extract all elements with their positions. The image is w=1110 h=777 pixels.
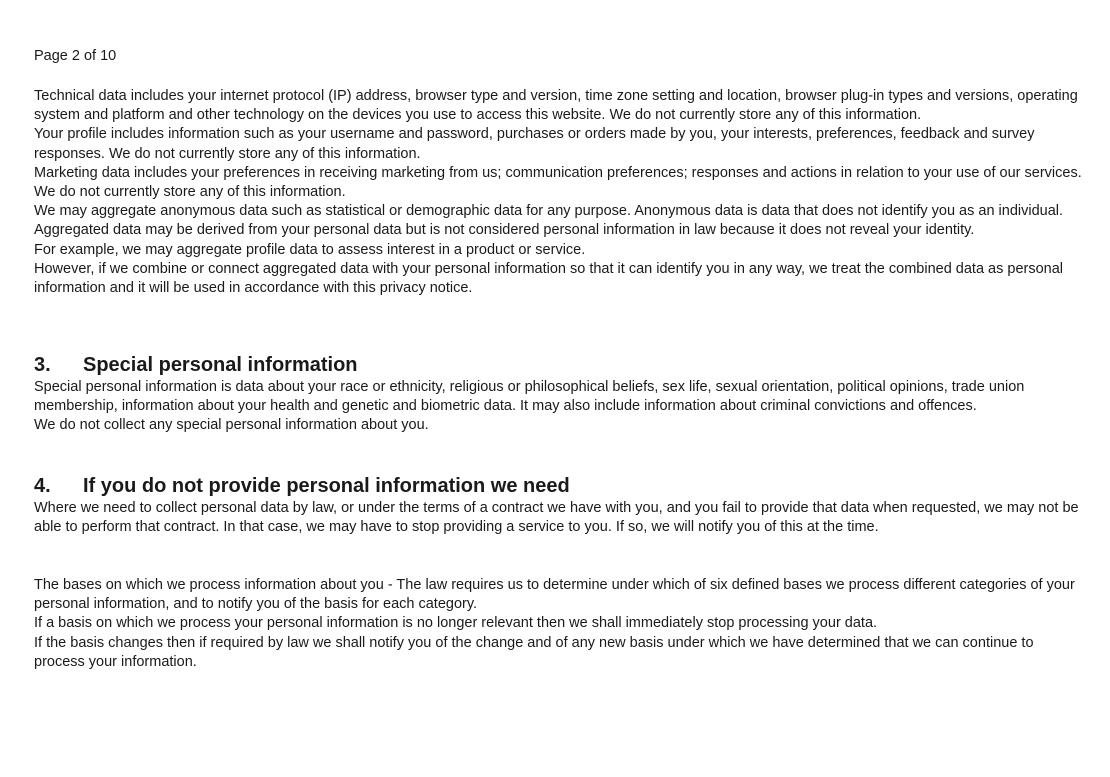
section-3-title: Special personal information [83, 354, 358, 376]
section-3-number: 3. [34, 354, 51, 376]
paragraph-processing-bases: The bases on which we process information about you - The law requires us to determine under which of six defined bases we process different categories of your personal information, and to notify you of the basis for each category. [34, 577, 1075, 613]
paragraph-aggregate-data: We may aggregate anonymous data such as statistical or demographic data for any purpose. Anonymous data is data that does not identify you as an individual. Aggregated data may be derived from your personal data but is not considered personal information in law because it does not reveal your identity. [34, 203, 1064, 239]
paragraph-basis-irrelevant: If a basis on which we process your personal information is no longer relevant then we shall immediately stop processing your data. [34, 615, 878, 632]
paragraph-technical-data: Technical data includes your internet protocol (IP) address, browser type and version, time zone setting and location, browser plug-in types and versions, operating system and platform and other technology on the devices you use to access this website. We do not currently store any of this information. [34, 88, 1078, 124]
section-3-heading [34, 353, 358, 377]
section-4-title: If you do not provide personal information we need [83, 475, 570, 497]
page-number: Page 2 of 10 [34, 48, 117, 64]
paragraph-basis-changes: If the basis changes then if required by law we shall notify you of the change and of any new basis under which we have determined that we can continue to process your information. [34, 634, 1034, 670]
paragraph-example: For example, we may aggregate profile data to assess interest in a product or service. [34, 241, 586, 258]
bases-block [34, 576, 1084, 672]
paragraph-special-info-not-collected: We do not collect any special personal information about you. [34, 417, 429, 434]
section-3-body [34, 378, 1084, 436]
section-4-heading [34, 474, 570, 498]
intro-block [34, 87, 1084, 298]
section-4-number: 4. [34, 475, 51, 497]
paragraph-marketing-data: Marketing data includes your preferences in receiving marketing from us; communication preferences; responses and actions in relation to your use of our services. We do not currently store any of this information. [34, 164, 1082, 201]
paragraph-profile-data: Your profile includes information such as your username and password, purchases or orders made by you, your interests, preferences, feedback and survey responses. We do not currently store any of this information. [34, 126, 1035, 162]
section-4-body [34, 499, 1084, 537]
paragraph-contract-data: Where we need to collect personal data by law, or under the terms of a contract we have with you, and you fail to provide that data when requested, we may not be able to perform that contract. In that case, we may have to stop providing a service to you. If so, we will notify you of this at the time. [34, 500, 1079, 536]
paragraph-combined-data: However, if we combine or connect aggregated data with your personal information so that it can identify you in any way, we treat the combined data as personal information and it will be used in accordance with this privacy notice. [34, 260, 1064, 297]
paragraph-special-info-definition: Special personal information is data about your race or ethnicity, religious or philosophical beliefs, sex life, sexual orientation, political opinions, trade union membership, information about your health and genetic and biometric data. It may also include information about criminal convictions and offences. [34, 379, 1025, 415]
